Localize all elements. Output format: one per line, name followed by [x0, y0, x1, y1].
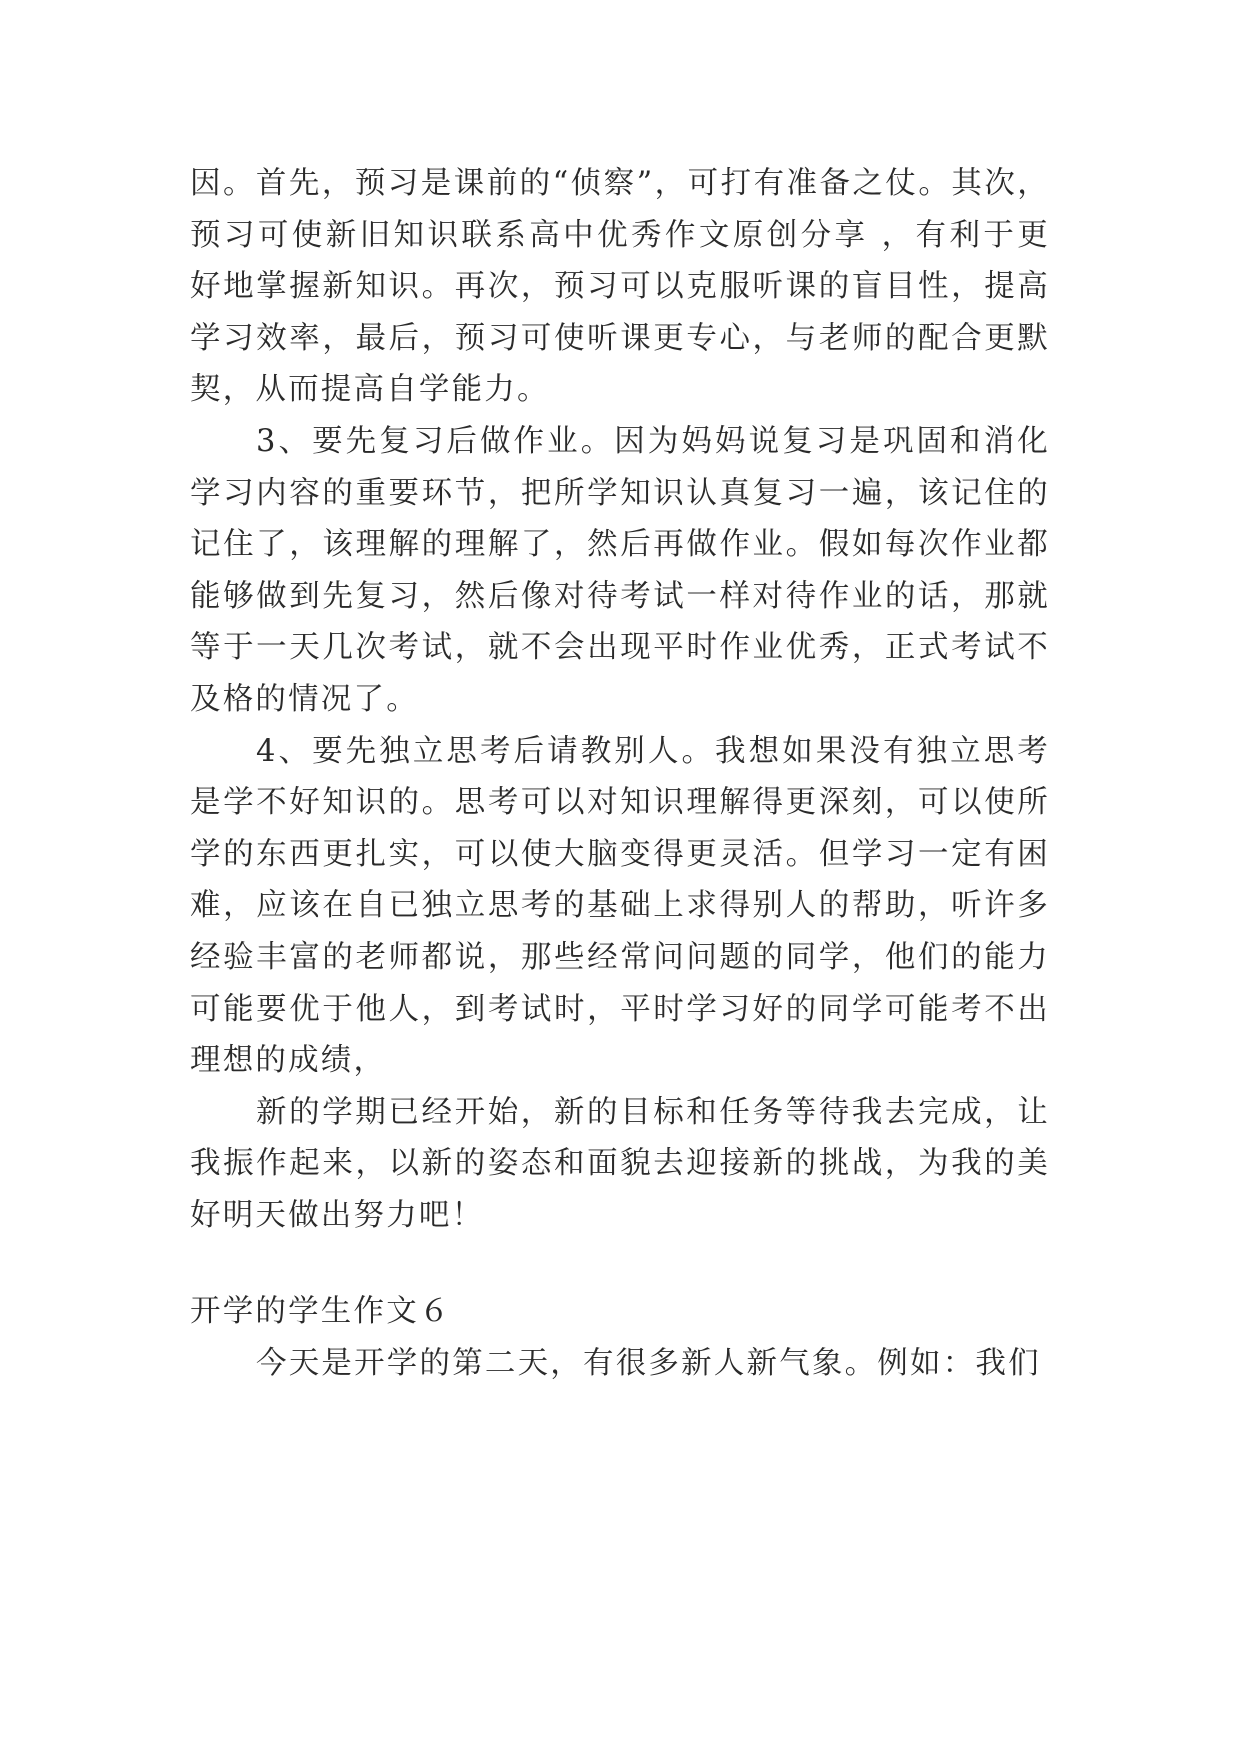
- section-heading: 开学的学生作文６: [190, 1294, 452, 1330]
- paragraph-1: 因。首先，预习是课前的“侦察”，可打有准备之仗。其次，预习可使新旧知识联系高中优秀作文原创分享 ，有利于更好地掌握新知识。再次，预习可以克服听课的盲目性，提高学习效率，最后，预习可使听课更专心，与老师的配合更默契，从而提高自学能力。: [190, 166, 1050, 408]
- paragraph-2: 3、要先复习后做作业。因为妈妈说复习是巩固和消化学习内容的重要环节，把所学知识认真复习一遍，该记住的记住了，该理解的理解了，然后再做作业。假如每次作业都能够做到先复习，然后像对待考试一样对待作业的话，那就等于一天几次考试，就不会出现平时作业优秀，正式考试不及格的情况了。: [190, 423, 1050, 717]
- paragraph-3: 4、要先独立思考后请教别人。我想如果没有独立思考是学不好知识的。思考可以对知识理解得更深刻，可以使所学的东西更扎实，可以使大脑变得更灵活。但学习一定有困难，应该在自已独立思考的基础上求得别人的帮助，听许多经验丰富的老师都说，那些经常问问题的同学，他们的能力可能要优于他人，到考试时，平时学习好的同学可能考不出理想的成绩，: [190, 733, 1050, 1079]
- paragraph-4: 新的学期已经开始，新的目标和任务等待我去完成，让我振作起来，以新的姿态和面貌去迎接新的挑战，为我的美好明天做出努力吧！: [190, 1094, 1050, 1233]
- section-paragraph: 今天是开学的第二天，有很多新人新气象。例如：我们: [256, 1346, 1041, 1382]
- document-body: [190, 158, 1050, 1390]
